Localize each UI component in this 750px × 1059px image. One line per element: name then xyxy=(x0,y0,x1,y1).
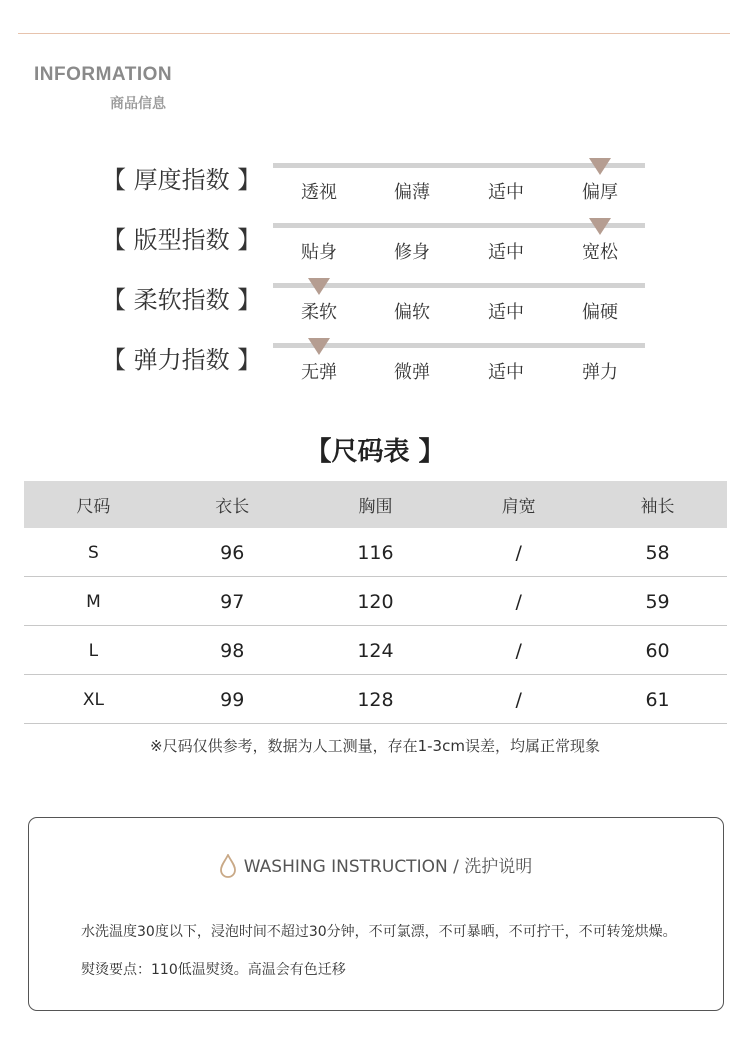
table-row xyxy=(24,626,727,675)
index-marker-icon xyxy=(308,338,330,355)
index-option: 微弹 xyxy=(394,362,430,383)
index-option: 弹力 xyxy=(582,362,618,383)
index-option: 适中 xyxy=(488,242,524,263)
index-option: 偏硬 xyxy=(582,302,618,323)
index-label-thickness: 【 厚度指数 】 xyxy=(102,166,262,194)
index-row-thickness xyxy=(0,160,750,220)
washing-title: WASHING INSTRUCTION / 洗护说明 xyxy=(243,857,533,877)
size-note: ※尺码仅供参考，数据为人工测量，存在1-3cm误差，均属正常现象 xyxy=(150,737,600,755)
cell-size: S xyxy=(24,528,163,577)
cell-sleeve: 61 xyxy=(588,675,727,724)
index-row-fit xyxy=(0,220,750,280)
index-option: 透视 xyxy=(301,182,337,203)
index-option: 适中 xyxy=(488,302,524,323)
cell-length: 97 xyxy=(163,577,302,626)
cell-shoulder: / xyxy=(449,528,588,577)
washing-text-ironing: 熨烫要点：110低温熨烫。高温会有色迁移 xyxy=(81,962,346,978)
cell-sleeve: 59 xyxy=(588,577,727,626)
index-marker-icon xyxy=(308,278,330,295)
table-row xyxy=(24,675,727,724)
index-marker-icon xyxy=(589,158,611,175)
index-row-softness xyxy=(0,280,750,340)
index-option: 修身 xyxy=(394,242,430,263)
washing-instruction-box xyxy=(28,817,724,1011)
cell-shoulder: / xyxy=(449,626,588,675)
info-title: INFORMATION xyxy=(34,64,173,85)
header-shoulder: 肩宽 xyxy=(449,481,588,528)
cell-shoulder: / xyxy=(449,675,588,724)
header-size: 尺码 xyxy=(24,481,163,528)
index-label-softness: 【 柔软指数 】 xyxy=(102,286,262,314)
cell-size: L xyxy=(24,626,163,675)
cell-bust: 120 xyxy=(302,577,450,626)
cell-size: M xyxy=(24,577,163,626)
header-sleeve: 袖长 xyxy=(588,481,727,528)
cell-shoulder: / xyxy=(449,577,588,626)
cell-length: 98 xyxy=(163,626,302,675)
index-option: 适中 xyxy=(488,362,524,383)
index-option: 偏厚 xyxy=(582,182,618,203)
size-chart-title: 【尺码表 】 xyxy=(305,437,445,467)
cell-size: XL xyxy=(24,675,163,724)
index-option: 无弹 xyxy=(301,362,337,383)
index-option: 柔软 xyxy=(301,302,337,323)
index-option: 贴身 xyxy=(301,242,337,263)
index-option: 偏软 xyxy=(394,302,430,323)
index-label-fit: 【 版型指数 】 xyxy=(102,226,262,254)
cell-bust: 124 xyxy=(302,626,450,675)
table-row xyxy=(24,528,727,577)
water-drop-icon xyxy=(220,854,236,883)
index-option: 偏薄 xyxy=(394,182,430,203)
index-label-elasticity: 【 弹力指数 】 xyxy=(102,346,262,374)
size-chart-table xyxy=(24,481,727,724)
cell-bust: 116 xyxy=(302,528,450,577)
index-marker-icon xyxy=(589,218,611,235)
table-row xyxy=(24,577,727,626)
index-option: 宽松 xyxy=(582,242,618,263)
top-divider xyxy=(18,33,730,34)
cell-bust: 128 xyxy=(302,675,450,724)
cell-length: 99 xyxy=(163,675,302,724)
washing-text-temperature: 水洗温度30度以下，浸泡时间不超过30分钟，不可氯漂，不可暴晒，不可拧干，不可转笼烘燥。 xyxy=(81,924,677,940)
index-option: 适中 xyxy=(488,182,524,203)
header-length: 衣长 xyxy=(163,481,302,528)
cell-sleeve: 60 xyxy=(588,626,727,675)
cell-length: 96 xyxy=(163,528,302,577)
cell-sleeve: 58 xyxy=(588,528,727,577)
size-header-row xyxy=(24,481,727,528)
index-row-elasticity xyxy=(0,340,750,400)
header-bust: 胸围 xyxy=(302,481,450,528)
info-subtitle: 商品信息 xyxy=(110,96,166,112)
washing-header xyxy=(29,852,723,883)
